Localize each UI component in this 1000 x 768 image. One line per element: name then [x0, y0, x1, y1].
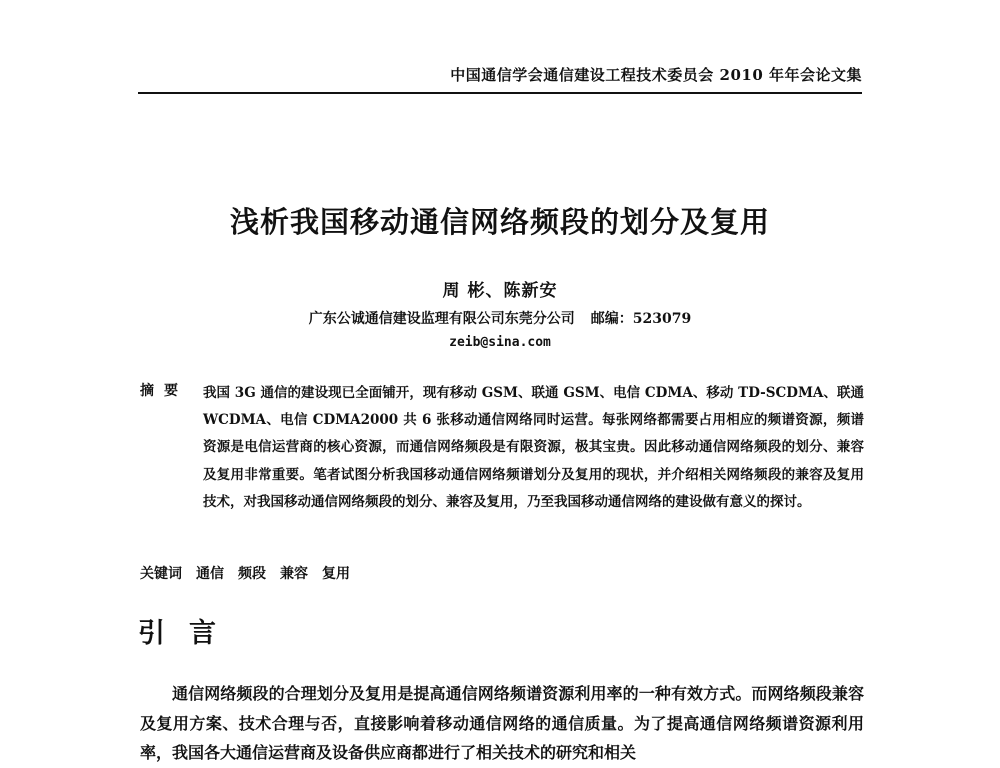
zip-code: 邮编：523079 — [590, 311, 692, 327]
keyword: 复用 — [322, 566, 350, 582]
abstract-text: 我国 3G 通信的建设现已全面铺开，现有移动 GSM、联通 GSM、电信 CDMA、移动 TD-SCDMA、联通 WCDMA、电信 CDMA2000 共 6 张移动通信网络同时运营。每张网络都需要占用相应的频谱资源，频谱资源是电信运营商的核心资源，而通信网络频段是有限资源，极其宝贵。因此移动通信网络频段的划分、兼容及复用非常重要。笔者试图分析我国移动通信网络频谱划分及复用的现状，并介绍相关网络频段的兼容及复用技术，对我国移动通信网络频段的划分、兼容及复用，乃至我国移动通信网络的建设做有意义的探讨。 — [203, 385, 864, 510]
abstract-label: 摘要 — [140, 383, 188, 399]
keywords-label: 关键词 — [140, 566, 182, 582]
author-email: zeib@sina.com — [449, 335, 551, 350]
abstract — [140, 380, 864, 516]
header-rule — [138, 92, 862, 94]
affiliation: 广东公诚通信建设监理有限公司东莞分公司 — [308, 311, 575, 327]
keyword: 频段 — [238, 566, 266, 582]
running-head: 中国通信学会通信建设工程技术委员会 2010 年年会论文集 — [450, 66, 862, 84]
section-heading: 引言 — [138, 618, 240, 649]
keywords — [140, 563, 364, 583]
keyword: 通信 — [196, 566, 224, 582]
intro-paragraph: 通信网络频段的合理划分及复用是提高通信网络频谱资源利用率的一种有效方式。而网络频段兼容及复用方案、技术合理与否，直接影响着移动通信网络的通信质量。为了提高通信网络频谱资源利用率，我国各大通信运营商及设备供应商都进行了相关技术的研究和相关 — [140, 684, 864, 762]
affiliation-line — [0, 308, 1000, 328]
keyword: 兼容 — [280, 566, 308, 582]
paper-title: 浅析我国移动通信网络频段的划分及复用 — [229, 205, 770, 239]
authors: 周 彬、陈新安 — [442, 281, 558, 301]
